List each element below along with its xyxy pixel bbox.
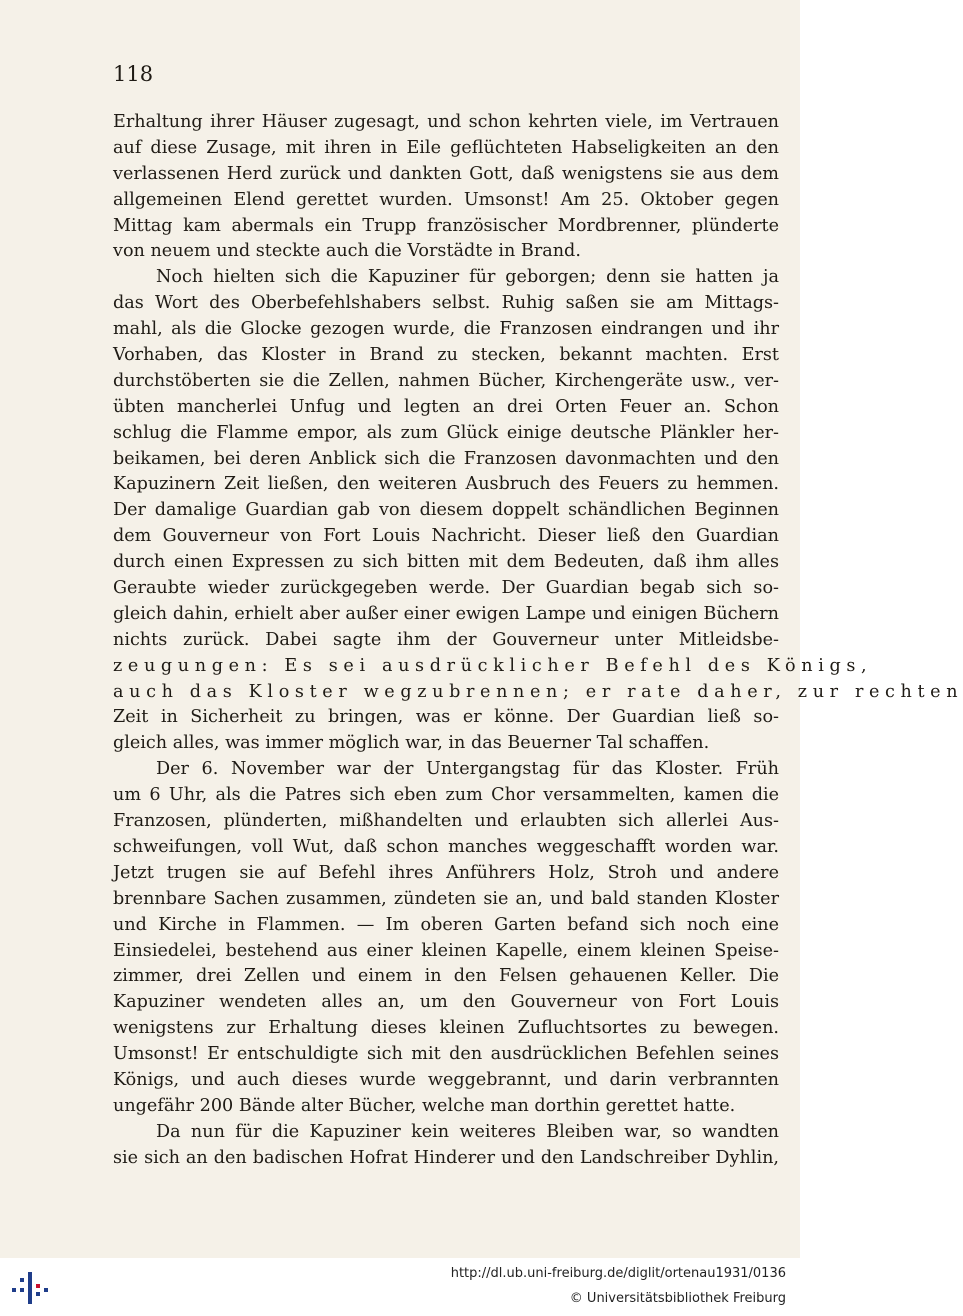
text-line: beikamen, bei deren Anblick sich die Franzosen davonmachten und den — [113, 448, 779, 469]
body-text — [113, 110, 963, 1172]
text-line: durch einen Expressen zu sich bitten mit dem Bedeuten, daß ihm alles — [113, 552, 779, 573]
text-line: Einsiedelei, bestehend aus einer kleinen Kapelle, einem kleinen Speise- — [113, 940, 779, 961]
text-line: ungefähr 200 Bände alter Bücher, welche man dorthin gerettet hatte. — [113, 1095, 736, 1116]
text-line: verlassenen Herd zurück und dankten Gott, daß wenigstens sie aus dem — [113, 163, 779, 184]
ub-freiburg-logo-icon — [8, 1266, 52, 1310]
text-line: Der 6. November war der Untergangstag für das Kloster. Früh — [156, 759, 779, 780]
text-line: und Kirche in Flammen. — Im oberen Garten befand sich noch eine — [113, 914, 779, 935]
text-line: dem Gouverneur von Fort Louis Nachricht. Dieser ließ den Guardian — [113, 526, 779, 547]
copyright-notice: © Universitätsbibliothek Freiburg — [569, 1291, 786, 1306]
text-line: gleich alles, was immer möglich war, in das Beuerner Tal schaffen. — [113, 733, 710, 754]
source-url-link[interactable]: http://dl.ub.uni-freiburg.de/diglit/ortenau1931/0136 — [450, 1266, 786, 1281]
text-line: das Wort des Oberbefehlshabers selbst. Ruhig saßen sie am Mittags- — [113, 293, 779, 314]
logo-svg — [8, 1266, 52, 1310]
logo-square — [20, 1278, 24, 1282]
text-line-spaced: auch das Kloster wegzubrennen; er rate daher, zur rechten — [113, 681, 963, 702]
logo-square — [12, 1288, 16, 1292]
text-line: schweifungen, voll Wut, daß schon manches weggeschafft worden war. — [113, 836, 779, 857]
text-line: Franzosen, plünderten, mißhandelten und erlaubten sich allerlei Aus- — [113, 811, 779, 832]
text-line: Mittag kam abermals ein Trupp französischer Mordbrenner, plünderte — [113, 215, 779, 236]
text-line: Königs, und auch dieses wurde weggebrannt, und darin verbrannten — [113, 1069, 779, 1090]
logo-square — [44, 1288, 48, 1292]
footer-bar — [0, 1258, 800, 1316]
logo-square-red — [36, 1284, 40, 1288]
text-line: Geraubte wieder zurückgegeben werde. Der Guardian begab sich so- — [113, 578, 779, 599]
text-line: Kapuziner wendeten alles an, um den Gouverneur von Fort Louis — [113, 992, 779, 1013]
text-line: Der damalige Guardian gab von diesem doppelt schändlichen Beginnen — [113, 500, 779, 521]
text-line: Jetzt trugen sie auf Befehl ihres Anführers Holz, Stroh und andere — [113, 862, 779, 883]
text-line-spaced: zeugungen: Es sei ausdrücklicher Befehl des Königs, — [113, 655, 873, 676]
text-line: von neuem und steckte auch die Vorstädte in Brand. — [113, 241, 581, 262]
text-line: Erhaltung ihrer Häuser zugesagt, und schon kehrten viele, im Vertrauen — [113, 112, 779, 132]
logo-square — [36, 1292, 40, 1296]
text-line: auf diese Zusage, mit ihren in Eile geflüchteten Habseligkeiten an den — [113, 137, 779, 158]
logo-square — [20, 1288, 24, 1292]
text-line: Da nun für die Kapuziner kein weiteres Bleiben war, so wandten — [156, 1121, 779, 1142]
page-number: 118 — [113, 62, 154, 86]
text-line: Zeit in Sicherheit zu bringen, was er könne. Der Guardian ließ so- — [113, 707, 779, 728]
text-line: Umsonst! Er entschuldigte sich mit den ausdrücklichen Befehlen seines — [113, 1044, 779, 1065]
logo-bar — [28, 1272, 32, 1304]
text-line: zimmer, drei Zellen und einem in den Felsen gehauenen Keller. Die — [113, 966, 779, 987]
text-line: übten mancherlei Unfug und legten an drei Orten Feuer an. Schon — [113, 396, 779, 417]
text-line: gleich dahin, erhielt aber außer einer ewigen Lampe und einigen Büchern — [113, 603, 779, 624]
text-line: sie sich an den badischen Hofrat Hinderer und den Landschreiber Dyhlin, — [113, 1147, 779, 1168]
text-line: Vorhaben, das Kloster in Brand zu stecken, bekannt machten. Erst — [113, 345, 779, 366]
text-line: wenigstens zur Erhaltung dieses kleinen Zufluchtsortes zu bewegen. — [113, 1018, 779, 1039]
text-line: durchstöberten sie die Zellen, nahmen Bücher, Kirchengeräte usw., ver- — [113, 370, 779, 391]
text-line: Kapuzinern Zeit ließen, den weiteren Ausbruch des Feuers zu hemmen. — [113, 474, 779, 495]
text-line: brennbare Sachen zusammen, zündeten sie an, und bald standen Kloster — [113, 888, 779, 909]
text-line: allgemeinen Elend gerettet wurden. Umsonst! Am 25. Oktober gegen — [113, 189, 779, 210]
text-line: nichts zurück. Dabei sagte ihm der Gouverneur unter Mitleidsbe- — [113, 629, 779, 650]
text-line: Noch hielten sich die Kapuziner für geborgen; denn sie hatten ja — [156, 267, 779, 288]
text-line: schlug die Flamme empor, als zum Glück einige deutsche Plänkler her- — [113, 422, 779, 443]
text-line: mahl, als die Glocke gezogen wurde, die Franzosen eindrangen und ihr — [113, 319, 779, 340]
text-line: um 6 Uhr, als die Patres sich eben zum Chor versammelten, kamen die — [113, 785, 779, 806]
